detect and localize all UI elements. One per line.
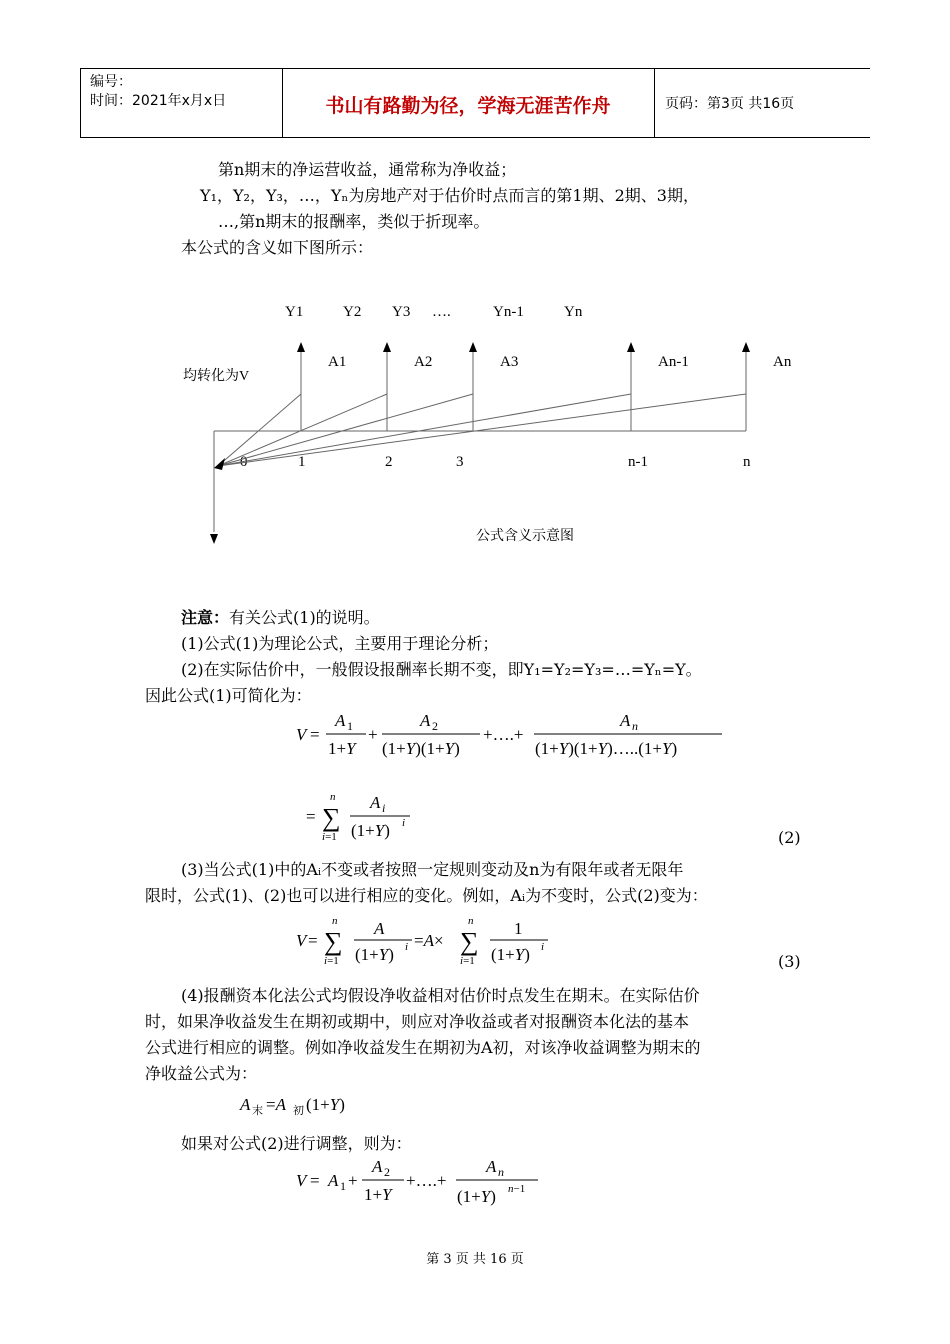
svg-text:A: A — [335, 711, 346, 730]
header-page-info: 页码：第3页 共16页 — [665, 96, 795, 112]
svg-text:=A×: =A× — [414, 931, 444, 950]
svg-text:1+Y: 1+Y — [328, 739, 356, 758]
diagram-a-label: A1 — [328, 354, 347, 370]
discount-line-3 — [218, 394, 473, 466]
diagram-period-label: 2 — [385, 454, 393, 470]
discount-line-n-1 — [218, 394, 631, 466]
diagram-y-label: Yn-1 — [493, 304, 524, 320]
svg-text:A: A — [240, 1095, 251, 1114]
arrow-up-icon — [297, 342, 305, 352]
svg-text:=: = — [310, 1171, 320, 1190]
svg-text:i: i — [402, 817, 406, 829]
svg-text:V: V — [296, 931, 307, 950]
svg-text:+: + — [368, 725, 378, 744]
svg-text:n: n — [632, 719, 638, 733]
page-header — [80, 68, 870, 138]
body-line-4: 本公式的含义如下图所示： — [181, 238, 374, 257]
svg-text:n: n — [498, 1165, 504, 1179]
body-line-1: 第n期末的净运营收益，通常称为净收益； — [218, 160, 517, 179]
svg-text:2: 2 — [384, 1165, 390, 1179]
diagram-y-label: Y1 — [285, 304, 304, 320]
arrow-up-icon — [383, 342, 391, 352]
note-rest: 有关公式(1)的说明。 — [229, 608, 380, 627]
svg-text:A: A — [486, 1157, 497, 1176]
svg-text:i: i — [541, 941, 545, 953]
svg-text:n: n — [330, 791, 336, 803]
diagram-period-label: n — [743, 454, 751, 470]
formula-3 — [290, 912, 570, 972]
svg-text:i=1: i=1 — [322, 831, 337, 843]
svg-text:1: 1 — [514, 919, 523, 938]
diagram-y-label: Y3 — [392, 304, 411, 320]
header-motto: 书山有路勤为径，学海无涯苦作舟 — [325, 95, 611, 117]
note-heading — [181, 606, 380, 630]
svg-text:n: n — [468, 915, 474, 927]
svg-text:初: 初 — [293, 1105, 304, 1117]
svg-text:∑: ∑ — [324, 927, 343, 956]
svg-text:(1+Y): (1+Y) — [355, 945, 394, 964]
diagram-period-label: 3 — [456, 454, 464, 470]
svg-text:(1+Y): (1+Y) — [351, 821, 390, 840]
svg-text:V: V — [296, 1171, 307, 1190]
svg-text:i=1: i=1 — [324, 955, 339, 967]
formula-simplified — [290, 706, 740, 766]
header-divider-2 — [654, 69, 655, 137]
note-4d: 净收益公式为： — [145, 1064, 258, 1083]
discount-line-1 — [218, 394, 301, 466]
note-4b: 时，如果净收益发生在期初或期中，则应对净收益或者对报酬资本化法的基本 — [145, 1012, 690, 1031]
svg-text:+: + — [348, 1171, 358, 1190]
note-4c: 公式进行相应的调整。例如净收益发生在期初为A初，对该净收益调整为期末的 — [145, 1038, 701, 1057]
formula-2 — [300, 786, 440, 846]
svg-text:V: V — [296, 725, 307, 744]
svg-text:i: i — [405, 941, 409, 953]
svg-text:2: 2 — [432, 719, 438, 733]
formula-diagram — [0, 290, 950, 560]
svg-text:(1+Y)(1+Y)…..(1+Y): (1+Y)(1+Y)…..(1+Y) — [535, 739, 678, 758]
header-number: 编号： — [90, 74, 132, 90]
arrow-up-icon — [742, 342, 750, 352]
diagram-convert-label: 均转化为V — [183, 369, 250, 384]
svg-text:A: A — [372, 1157, 383, 1176]
diagram-y-label: Y2 — [343, 304, 362, 320]
note-4a: (4)报酬资本化法公式均假设净收益相对估价时点发生在期末。在实际估价 — [181, 986, 700, 1005]
diagram-period-label: 0 — [240, 454, 248, 470]
note-3a: (3)当公式(1)中的Aᵢ不变或者按照一定规则变动及n为有限年或者无限年 — [181, 860, 684, 879]
diagram-a-label: A3 — [500, 354, 519, 370]
svg-text:1+Y: 1+Y — [364, 1185, 392, 1204]
svg-text:(1+Y): (1+Y) — [491, 945, 530, 964]
svg-text:A: A — [620, 711, 631, 730]
svg-text:1: 1 — [340, 1179, 346, 1193]
diagram-caption: 公式含义示意图 — [476, 529, 574, 544]
svg-text:i=1: i=1 — [460, 955, 475, 967]
svg-text:(1+Y): (1+Y) — [457, 1187, 496, 1206]
formula-a-end — [236, 1088, 376, 1122]
formula-adjusted — [290, 1152, 560, 1212]
svg-text:=: = — [308, 931, 318, 950]
diagram-period-label: n-1 — [628, 454, 648, 470]
svg-text:=A: =A — [266, 1095, 286, 1114]
diagram-a-label: A2 — [414, 354, 433, 370]
svg-text:i: i — [382, 801, 386, 815]
header-border-left — [80, 69, 81, 137]
diagram-a-label: An — [773, 354, 792, 370]
equation-number-3: (3) — [778, 952, 801, 971]
header-date: 时间：2021年x月x日 — [90, 93, 227, 109]
svg-text:(1+Y): (1+Y) — [306, 1095, 345, 1114]
note-5: 如果对公式(2)进行调整，则为： — [181, 1134, 412, 1153]
svg-text:+….+: +….+ — [406, 1171, 447, 1190]
svg-text:=: = — [310, 725, 320, 744]
svg-text:末: 末 — [252, 1105, 263, 1117]
arrow-converge-icon — [214, 458, 225, 470]
equation-number-2: (2) — [778, 828, 801, 847]
note-1: (1)公式(1)为理论公式，主要用于理论分析； — [181, 634, 499, 653]
body-line-2: Y₁，Y₂，Y₃，…，Yₙ为房地产对于估价时点而言的第1期、2期、3期， — [200, 186, 699, 205]
svg-text:=: = — [306, 807, 316, 826]
svg-text:A: A — [328, 1171, 339, 1190]
svg-text:∑: ∑ — [460, 927, 479, 956]
note-2: (2)在实际估价中，一般假设报酬率长期不变，即Y₁=Y₂=Y₃=…=Yₙ=Y。 — [181, 660, 702, 679]
svg-text:(1+Y)(1+Y): (1+Y)(1+Y) — [382, 739, 460, 758]
discount-line-n — [218, 394, 746, 466]
diagram-period-label: 1 — [298, 454, 306, 470]
body-line-3: …,第n期末的报酬率，类似于折现率。 — [218, 212, 490, 231]
note-title: 注意： — [181, 608, 230, 627]
diagram-a-label: An-1 — [658, 354, 689, 370]
svg-text:+….+: +….+ — [483, 725, 524, 744]
svg-text:A: A — [370, 793, 381, 812]
svg-text:A: A — [420, 711, 431, 730]
diagram-y-label: …. — [432, 304, 451, 320]
svg-text:1: 1 — [347, 719, 353, 733]
diagram-y-label: Yn — [564, 304, 583, 320]
svg-text:n−1: n−1 — [508, 1183, 526, 1195]
svg-text:∑: ∑ — [322, 803, 341, 832]
note-2b: 因此公式(1)可简化为： — [145, 686, 312, 705]
header-meta — [90, 73, 226, 111]
page-footer: 第 3 页 共 16 页 — [426, 1252, 524, 1267]
note-3b: 限时，公式(1)、(2)也可以进行相应的变化。例如，Aᵢ为不变时，公式(2)变为： — [145, 886, 708, 905]
svg-text:A: A — [374, 919, 385, 938]
arrow-up-icon — [469, 342, 477, 352]
svg-text:n: n — [332, 915, 338, 927]
arrow-down-icon — [210, 534, 218, 544]
arrow-up-icon — [627, 342, 635, 352]
